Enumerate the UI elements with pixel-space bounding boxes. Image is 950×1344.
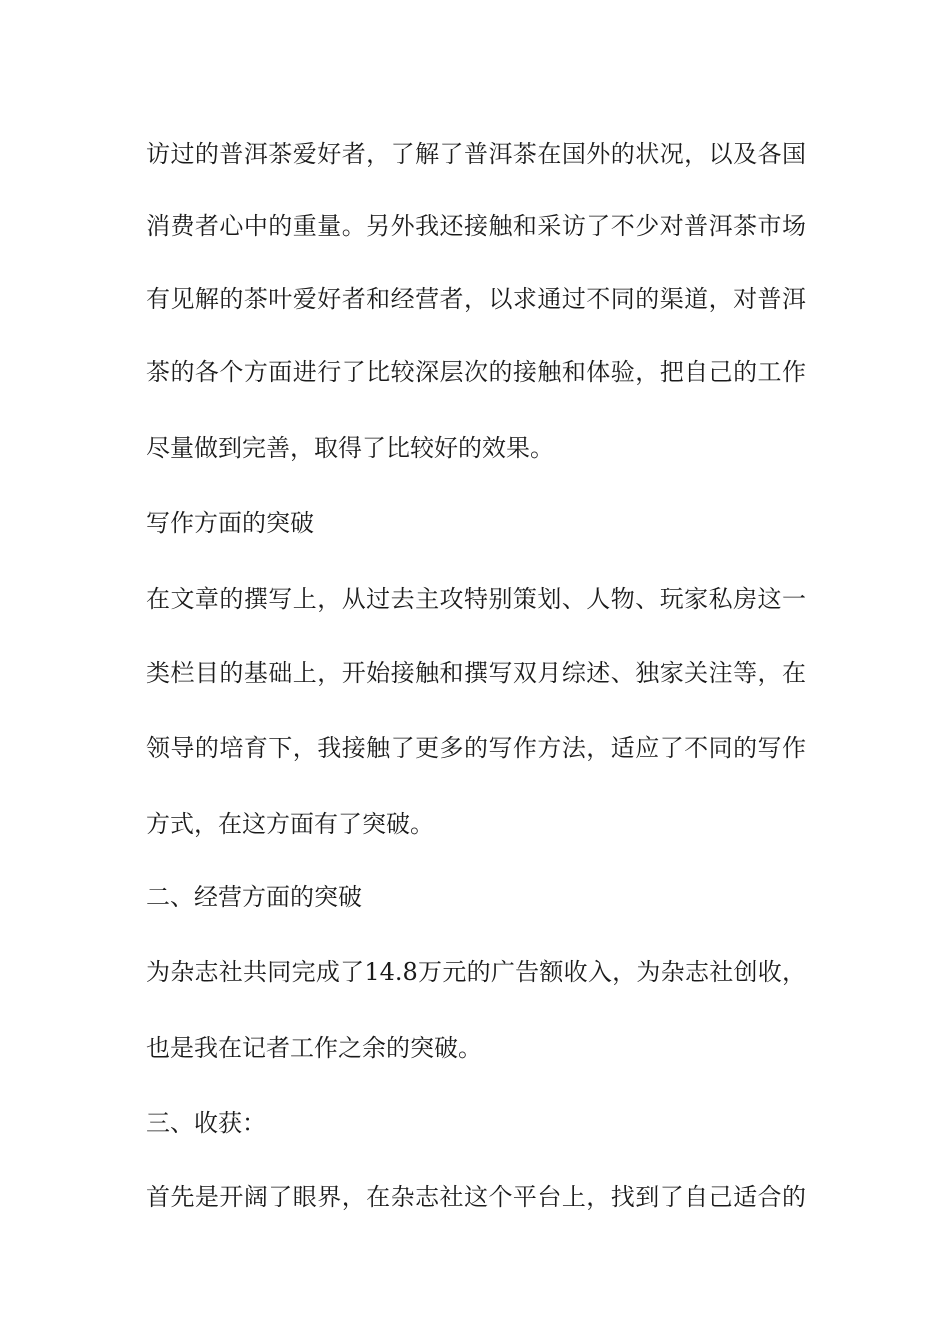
paragraph-line: 茶的各个方面进行了比较深层次的接触和体验，把自己的工作 <box>146 358 806 386</box>
paragraph-line: 尽量做到完善，取得了比较好的效果。 <box>146 434 554 462</box>
paragraph-line: 领导的培育下，我接触了更多的写作方法，适应了不同的写作 <box>146 734 806 762</box>
paragraph-line: 访过的普洱茶爱好者，了解了普洱茶在国外的状况，以及各国 <box>146 140 806 168</box>
section-heading: 二、经营方面的突破 <box>146 883 362 911</box>
paragraph-line: 也是我在记者工作之余的突破。 <box>146 1034 482 1062</box>
section-heading: 写作方面的突破 <box>146 509 314 537</box>
paragraph-line: 有见解的茶叶爱好者和经营者，以求通过不同的渠道，对普洱 <box>146 285 806 313</box>
paragraph-line: 方式，在这方面有了突破。 <box>146 810 434 838</box>
paragraph-line: 类栏目的基础上，开始接触和撰写双月综述、独家关注等，在 <box>146 659 806 687</box>
paragraph-line: 为杂志社共同完成了14.8万元的广告额收入，为杂志社创收， <box>146 958 806 986</box>
section-heading: 三、收获： <box>146 1109 266 1137</box>
paragraph-line: 在文章的撰写上，从过去主攻特别策划、人物、玩家私房这一 <box>146 585 806 613</box>
paragraph-line: 消费者心中的重量。另外我还接触和采访了不少对普洱茶市场 <box>146 212 806 240</box>
paragraph-line: 首先是开阔了眼界，在杂志社这个平台上，找到了自己适合的 <box>146 1183 806 1211</box>
